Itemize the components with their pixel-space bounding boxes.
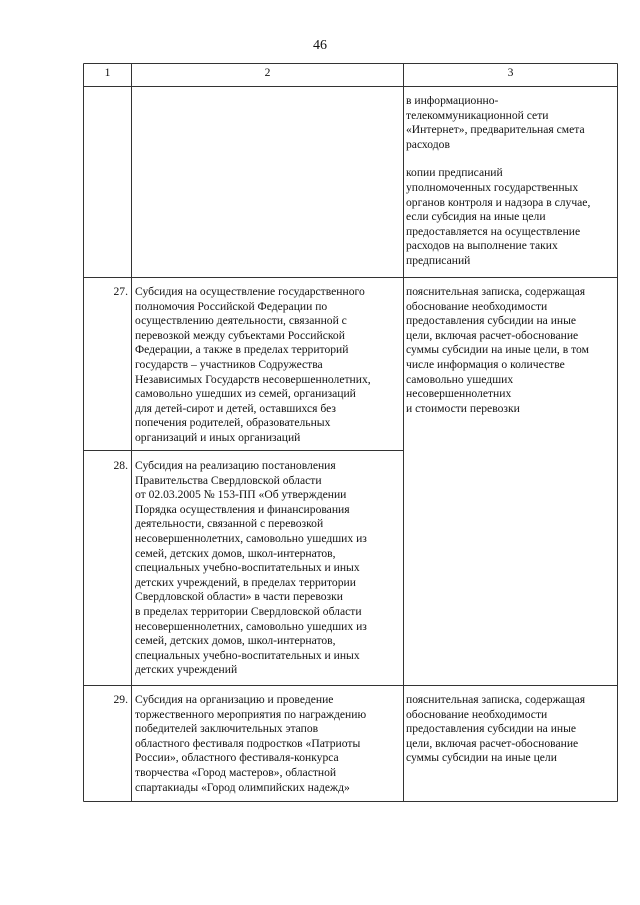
continued-documents-block (406, 94, 616, 269)
page-number: 46 (313, 38, 327, 53)
row-29-documents: пояснительная записка, содержащая обоснование необходимости предоставления субсидии на иные цели, включая расчет-обоснование суммы субсидии на иные цели (406, 693, 586, 765)
row-28-subsidy: Субсидия на реализацию постановления Правительства Свердловской области от 02.03.2005 № 153-ПП «Об утверждении Порядка осуществления и финансирования деятельности, связанной с перевозкой несовершеннолетних, самовольно ушедших из семей, детских домов, школ-интернатов, специальных учебно-воспитательных и иных детских учреждений, в пределах территории Свердловской области» в части перевозки в пределах территории Свердловской области несовершеннолетних, самовольно ушедших из семей, детских домов, школ-интернатов, специальных учебно-воспитательных и иных детских учреждений (135, 459, 367, 677)
continued-documents-part1: в информационно- телекоммуникационной сети «Интернет», предварительная смета расходов (406, 94, 585, 151)
row-27-number: 27. (113, 285, 128, 298)
row-29-subsidy: Субсидия на организацию и проведение торжественного мероприятия по награждению победителей заключительных этапов областного фестиваля подростков «Патриоты России», областного фестиваля-конкурса творчества «Город мастеров», областной спартакиады «Город олимпийских надежд» (135, 693, 367, 794)
table-header-col3: 3 (507, 66, 514, 79)
row-27-subsidy: Субсидия на осуществление государственного полномочия Российской Федерации по осуществлению деятельности, связанной с перевозкой между субъектами Российской Федерации, а также в пределах территорий государств – участников Содружества Независимых Государств несовершеннолетних, самовольно ушедших из семей, организаций для детей-сирот и детей, оставшихся без попечения родителей, образовательных организаций и иных организаций (135, 285, 371, 444)
table-header-col1: 1 (104, 66, 111, 79)
row-28-number: 28. (113, 459, 128, 472)
continued-documents-part2: копии предписаний уполномоченных государственных органов контроля и надзора в случае, если субсидия на иные цели предоставляется на осуществление расходов на выполнение таких предписаний (406, 166, 591, 267)
rows-27-28-documents: пояснительная записка, содержащая обоснование необходимости предоставления субсидии на иные цели, включая расчет-обоснование суммы субсидии на иные цели, в том числе информация о количестве самовольно ушедших несовершеннолетних и стоимости перевозки (406, 285, 589, 415)
row-29-number: 29. (113, 693, 128, 706)
table-header-col2: 2 (264, 66, 271, 79)
